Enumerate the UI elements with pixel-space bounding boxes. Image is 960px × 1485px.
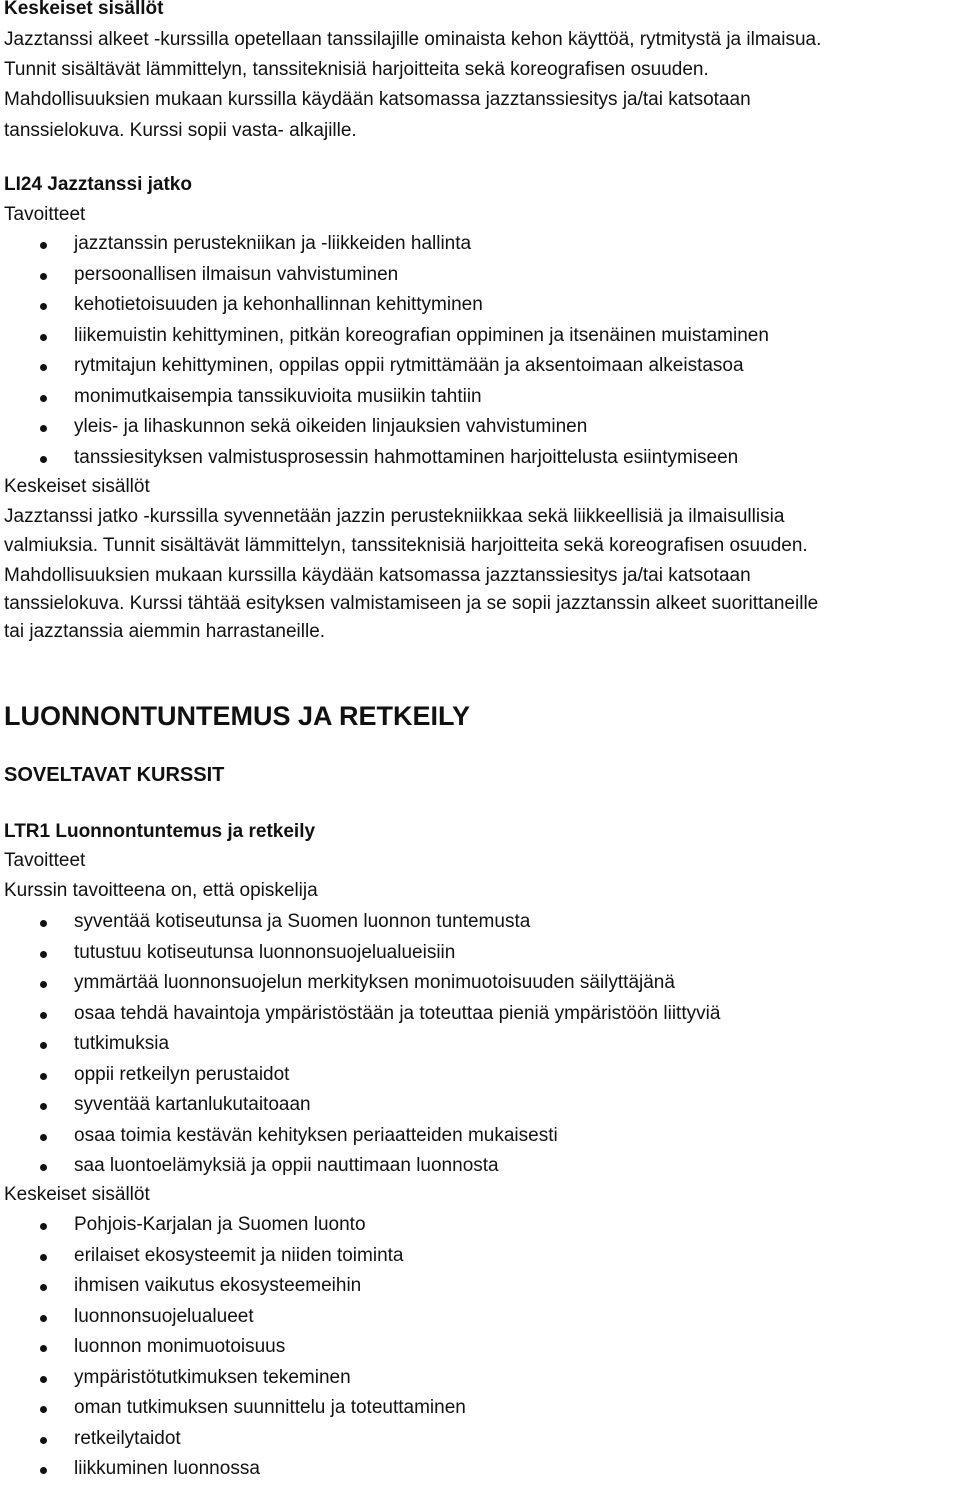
list-item: osaa tehdä havaintoja ympäristöstään ja toteuttaa pieniä ympäristöön liittyviä xyxy=(0,999,950,1030)
course-title: LI24 Jazztanssi jatko xyxy=(4,174,192,195)
list-item: tutkimuksia xyxy=(0,1029,950,1060)
list-item: erilaiset ekosysteemit ja niiden toiminta xyxy=(0,1241,950,1272)
list-item: jazztanssin perustekniikan ja -liikkeiden hallinta xyxy=(0,229,950,260)
list-item: osaa toimia kestävän kehityksen periaatteiden mukaisesti xyxy=(0,1121,950,1152)
list-item: liikemuistin kehittyminen, pitkän koreografian oppiminen ja itsenäinen muistaminen xyxy=(0,321,950,352)
list-item: luonnonsuojelualueet xyxy=(0,1302,950,1333)
list-item: Pohjois-Karjalan ja Suomen luonto xyxy=(0,1210,950,1241)
paragraph-line: tanssielokuva. Kurssi tähtää esityksen valmistamiseen ja se sopii jazztanssin alkeet suorittaneille xyxy=(4,593,819,614)
list-item: tanssiesityksen valmistusprosessin hahmottaminen harjoittelusta esiintymiseen xyxy=(0,443,950,474)
section-heading: Keskeiset sisällöt xyxy=(4,0,164,19)
list-item: kehotietoisuuden ja kehonhallinnan kehittyminen xyxy=(0,290,950,321)
list-item: rytmitajun kehittyminen, oppilas oppii rytmittämään ja aksentoimaan alkeistasoa xyxy=(0,351,950,382)
contents-list xyxy=(0,1210,950,1485)
section-title: LUONNONTUNTEMUS JA RETKEILY xyxy=(4,701,471,731)
course-title: LTR1 Luonnontuntemus ja retkeily xyxy=(4,821,316,842)
list-item: ihmisen vaikutus ekosysteemeihin xyxy=(0,1271,950,1302)
list-item: tutustuu kotiseutunsa luonnonsuojelualueisiin xyxy=(0,938,950,969)
paragraph-line: valmiuksia. Tunnit sisältävät lämmittelyn, tanssiteknisiä harjoitteita sekä koreografisen osuuden. xyxy=(4,535,808,556)
list-item: syventää kartanlukutaitoaan xyxy=(0,1090,950,1121)
list-item: oppii retkeilyn perustaidot xyxy=(0,1060,950,1091)
paragraph-line: tanssielokuva. Kurssi sopii vasta- alkajille. xyxy=(4,120,357,141)
paragraph-line: Tunnit sisältävät lämmittelyn, tanssiteknisiä harjoitteita sekä koreografisen osuuden. xyxy=(4,59,709,80)
section-subtitle: SOVELTAVAT KURSSIT xyxy=(4,764,225,786)
list-item: liikkuminen luonnossa xyxy=(0,1454,950,1485)
list-item: oman tutkimuksen suunnittelu ja toteuttaminen xyxy=(0,1393,950,1424)
list-item: monimutkaisempia tanssikuvioita musiikin tahtiin xyxy=(0,382,950,413)
goals-heading: Tavoitteet xyxy=(4,204,86,225)
paragraph-line: tai jazztanssia aiemmin harrastaneille. xyxy=(4,621,326,642)
list-item: saa luontoelämyksiä ja oppii nauttimaan luonnosta xyxy=(0,1151,950,1182)
goals-intro: Kurssin tavoitteena on, että opiskelija xyxy=(4,880,318,901)
paragraph-line: Jazztanssi jatko -kurssilla syvennetään jazzin perustekniikkaa sekä liikkeellisiä ja ilmaisullisia xyxy=(4,506,785,527)
goals-heading: Tavoitteet xyxy=(4,850,86,871)
list-item: syventää kotiseutunsa ja Suomen luonnon tuntemusta xyxy=(0,907,950,938)
paragraph-line: Mahdollisuuksien mukaan kurssilla käydään katsomassa jazztanssiesitys ja/tai katsotaan xyxy=(4,89,751,110)
content-heading: Keskeiset sisällöt xyxy=(4,1184,150,1205)
list-item: yleis- ja lihaskunnon sekä oikeiden linjauksien vahvistuminen xyxy=(0,412,950,443)
paragraph-line: Jazztanssi alkeet -kurssilla opetellaan tanssilajille ominaista kehon käyttöä, rytmitystä ja ilmaisua. xyxy=(4,29,822,50)
list-item: luonnon monimuotoisuus xyxy=(0,1332,950,1363)
content-heading: Keskeiset sisällöt xyxy=(4,476,150,497)
paragraph-line: Mahdollisuuksien mukaan kurssilla käydään katsomassa jazztanssiesitys ja/tai katsotaan xyxy=(4,565,751,586)
list-item: ymmärtää luonnonsuojelun merkityksen monimuotoisuuden säilyttäjänä xyxy=(0,968,950,999)
list-item: persoonallisen ilmaisun vahvistuminen xyxy=(0,260,950,291)
goals-list xyxy=(0,229,950,473)
list-item: retkeilytaidot xyxy=(0,1424,950,1455)
goals-list xyxy=(0,907,950,1182)
list-item: ympäristötutkimuksen tekeminen xyxy=(0,1363,950,1394)
